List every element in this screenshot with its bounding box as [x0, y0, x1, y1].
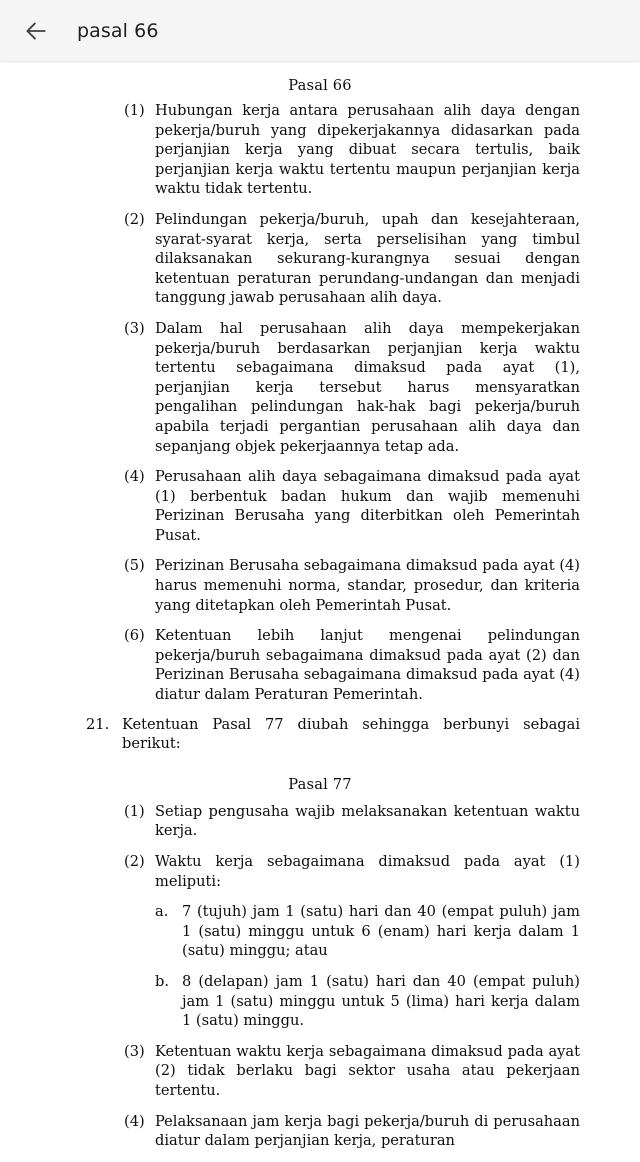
list-item — [0, 101, 580, 199]
list-marker: 21. — [86, 715, 110, 733]
list-text: Pelaksanaan jam kerja bagi pekerja/buruh di perusahaan diatur dalam perjanjian kerja, peraturan — [155, 1112, 580, 1150]
list-item — [0, 852, 580, 891]
list-marker: (1) — [124, 102, 145, 119]
list-text: 7 (tujuh) jam 1 (satu) hari dan 40 (empat puluh) jam 1 (satu) minggu untuk 6 (enam) hari kerja dalam 1 (satu) minggu; atau — [182, 903, 580, 960]
list-text: Dalam hal perusahaan alih daya mempekerjakan pekerja/buruh berdasarkan perjanjian kerja waktu tertentu sebagaimana dimaksud pada ayat (1), perjanjian kerja tersebut harus mensyaratkan pengalihan pelindungan hak-hak bagi pekerja/buruh apabila terjadi pergantian perusahaan alih daya dan sepanjang objek pekerjaannya tetap ada. — [155, 319, 580, 455]
list-item — [0, 1042, 580, 1101]
list-marker: (2) — [124, 853, 145, 870]
list-item — [0, 210, 580, 308]
list-text: Ketentuan lebih lanjut mengenai pelindungan pekerja/buruh sebagaimana dimaksud pada ayat (2) dan Perizinan Berusaha sebagaimana dimaksud pada ayat (4) diatur dalam Peraturan Pemerintah. — [155, 627, 580, 704]
list-item — [0, 467, 580, 545]
list-marker: b. — [155, 972, 169, 990]
list-marker: (3) — [124, 319, 145, 337]
list-marker: (5) — [124, 557, 145, 575]
list-text: Waktu kerja sebagaimana dimaksud pada ayat (1) meliputi: — [155, 853, 580, 890]
list-item — [0, 556, 580, 615]
list-text: Ketentuan waktu kerja sebagaimana dimaksud pada ayat (2) tidak berlaku bagi sektor usaha atau pekerjaan tertentu. — [155, 1042, 580, 1099]
list-text: Perizinan Berusaha sebagaimana dimaksud pada ayat (4) harus memenuhi norma, standar, prosedur, dan kriteria yang ditetapkan oleh Pemerintah Pusat. — [155, 557, 580, 614]
document-viewport[interactable] — [0, 61, 640, 1150]
pasal-66-heading: Pasal 66 — [288, 77, 352, 94]
list-item — [0, 802, 580, 841]
app-bar — [0, 0, 640, 61]
list-text: Setiap pengusaha wajib melaksanakan ketentuan waktu kerja. — [155, 802, 580, 840]
pasal-77-heading: Pasal 77 — [288, 775, 352, 793]
list-item — [0, 1112, 580, 1151]
list-marker: (3) — [124, 1042, 145, 1060]
list-marker: (4) — [124, 1112, 145, 1130]
list-text: Hubungan kerja antara perusahaan alih daya dengan pekerja/buruh yang dipekerjakannya didasarkan pada perjanjian kerja yang dibuat secara tertulis, baik perjanjian kerja waktu tertentu maupun perjanjian kerja waktu tidak tertentu. — [155, 102, 580, 198]
list-item — [0, 902, 580, 961]
document-page — [0, 61, 640, 1162]
list-text: Pelindungan pekerja/buruh, upah dan kesejahteraan, syarat-syarat kerja, serta perselisihan yang timbul dilaksanakan sekurang-kurangnya sesuai dengan ketentuan peraturan perundang-undangan dan menjadi tanggung jawab perusahaan alih daya. — [155, 210, 580, 307]
list-marker: (6) — [124, 627, 145, 645]
arrow-left-icon — [23, 18, 49, 44]
list-text: Ketentuan Pasal 77 diubah sehingga berbunyi sebagai berikut: — [122, 715, 580, 753]
list-item — [0, 972, 580, 1031]
list-text: 8 (delapan) jam 1 (satu) hari dan 40 (empat puluh) jam 1 (satu) minggu untuk 5 (lima) hari kerja dalam 1 (satu) minggu. — [182, 972, 580, 1030]
page-title: pasal 66 — [77, 19, 159, 42]
list-marker: a. — [155, 903, 169, 921]
list-item — [0, 626, 580, 704]
list-text: Perusahaan alih daya sebagaimana dimaksud pada ayat (1) berbentuk badan hukum dan wajib memenuhi Perizinan Berusaha yang diterbitkan oleh Pemerintah Pusat. — [155, 468, 580, 544]
list-marker: (4) — [124, 468, 145, 486]
list-marker: (1) — [124, 802, 145, 820]
list-item — [0, 319, 580, 456]
list-marker: (2) — [124, 210, 145, 228]
list-item — [0, 715, 580, 754]
back-button[interactable] — [14, 9, 58, 53]
